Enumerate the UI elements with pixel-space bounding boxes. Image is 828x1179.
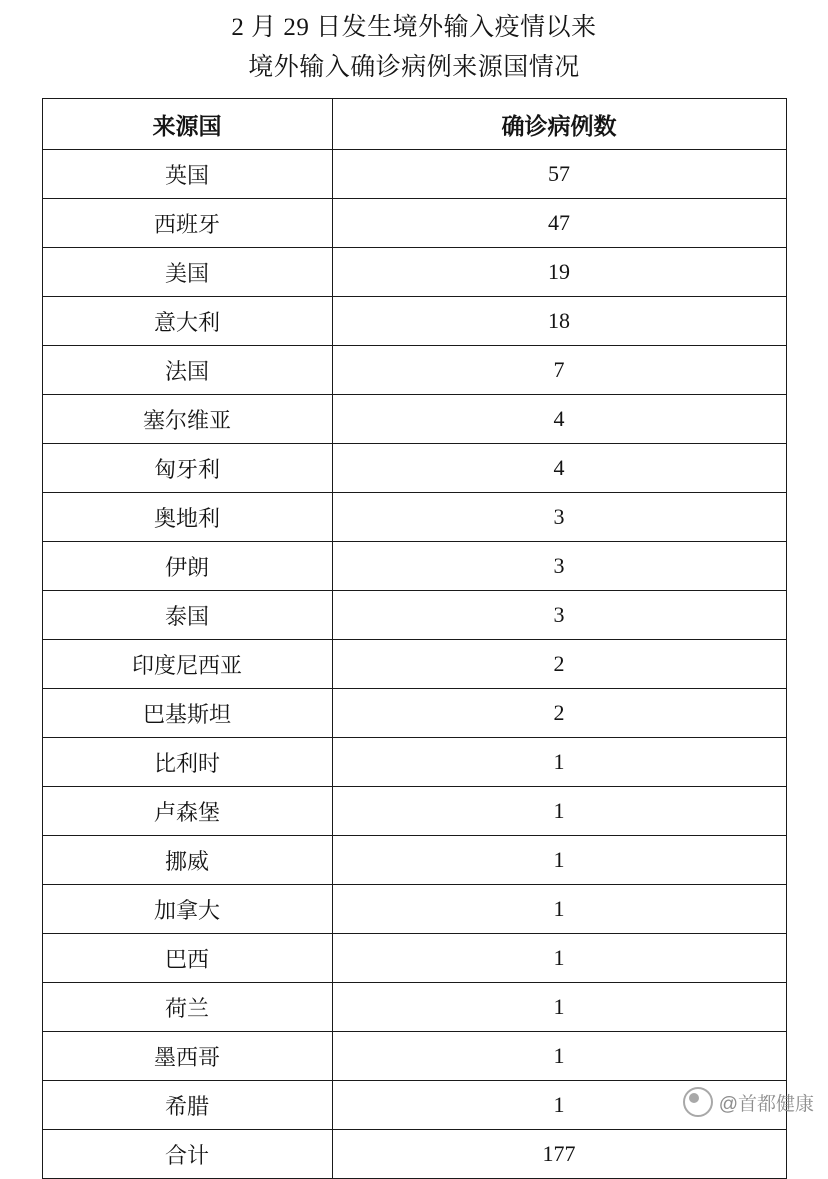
- cell-cases: 1: [332, 934, 786, 983]
- table-row: [42, 297, 786, 346]
- column-header-country: 来源国: [42, 99, 332, 150]
- cell-country: 荷兰: [42, 983, 332, 1032]
- table-row: [42, 346, 786, 395]
- cell-cases: 177: [332, 1130, 786, 1179]
- cell-cases: 1: [332, 738, 786, 787]
- cell-country: 西班牙: [42, 199, 332, 248]
- cell-country: 塞尔维亚: [42, 395, 332, 444]
- table-row: [42, 1081, 786, 1130]
- table-header-row: [42, 99, 786, 150]
- cell-cases: 3: [332, 493, 786, 542]
- cell-country: 比利时: [42, 738, 332, 787]
- cell-country: 巴基斯坦: [42, 689, 332, 738]
- cell-country: 法国: [42, 346, 332, 395]
- cell-cases: 2: [332, 689, 786, 738]
- cell-cases: 1: [332, 1081, 786, 1130]
- cell-cases: 57: [332, 150, 786, 199]
- cell-cases: 1: [332, 983, 786, 1032]
- watermark-label: @首都健康: [718, 1093, 814, 1115]
- cell-country: 英国: [42, 150, 332, 199]
- cell-cases: 1: [332, 836, 786, 885]
- table-row: [42, 493, 786, 542]
- cell-country: 意大利: [42, 297, 332, 346]
- table-row: [42, 738, 786, 787]
- cell-country: 卢森堡: [42, 787, 332, 836]
- watermark: [683, 1087, 814, 1117]
- cell-country: 巴西: [42, 934, 332, 983]
- table-row: [42, 444, 786, 493]
- cell-cases: 1: [332, 787, 786, 836]
- table-row: [42, 689, 786, 738]
- cell-cases: 47: [332, 199, 786, 248]
- cell-country: 墨西哥: [42, 1032, 332, 1081]
- table-row: [42, 983, 786, 1032]
- cell-country: 希腊: [42, 1081, 332, 1130]
- cell-country: 匈牙利: [42, 444, 332, 493]
- title-line-1: 2 月 29 日发生境外输入疫情以来: [231, 14, 597, 41]
- cell-cases: 7: [332, 346, 786, 395]
- table-row: [42, 591, 786, 640]
- cell-country: 泰国: [42, 591, 332, 640]
- document-title: [0, 0, 828, 88]
- cell-country: 挪威: [42, 836, 332, 885]
- table-row: [42, 787, 786, 836]
- title-line-2: 境外输入确诊病例来源国情况: [248, 54, 580, 81]
- cell-cases: 1: [332, 1032, 786, 1081]
- weibo-icon: [683, 1087, 713, 1117]
- table-row: [42, 934, 786, 983]
- cell-cases: 1: [332, 885, 786, 934]
- cell-cases: 3: [332, 591, 786, 640]
- cell-country: 印度尼西亚: [42, 640, 332, 689]
- imported-cases-table: [42, 98, 787, 1179]
- table-row: [42, 836, 786, 885]
- table-row: [42, 150, 786, 199]
- table-row: [42, 1032, 786, 1081]
- table-row: [42, 640, 786, 689]
- cell-cases: 2: [332, 640, 786, 689]
- cell-country: 奥地利: [42, 493, 332, 542]
- cell-country: 美国: [42, 248, 332, 297]
- table-row: [42, 395, 786, 444]
- table-row: [42, 542, 786, 591]
- cell-cases: 3: [332, 542, 786, 591]
- table-row: [42, 248, 786, 297]
- cell-cases: 4: [332, 444, 786, 493]
- table-row-total: [42, 1130, 786, 1179]
- cell-cases: 18: [332, 297, 786, 346]
- table-row: [42, 885, 786, 934]
- cell-cases: 4: [332, 395, 786, 444]
- column-header-cases: 确诊病例数: [332, 99, 786, 150]
- cell-country: 伊朗: [42, 542, 332, 591]
- cell-country: 合计: [42, 1130, 332, 1179]
- cell-cases: 19: [332, 248, 786, 297]
- cell-country: 加拿大: [42, 885, 332, 934]
- table-row: [42, 199, 786, 248]
